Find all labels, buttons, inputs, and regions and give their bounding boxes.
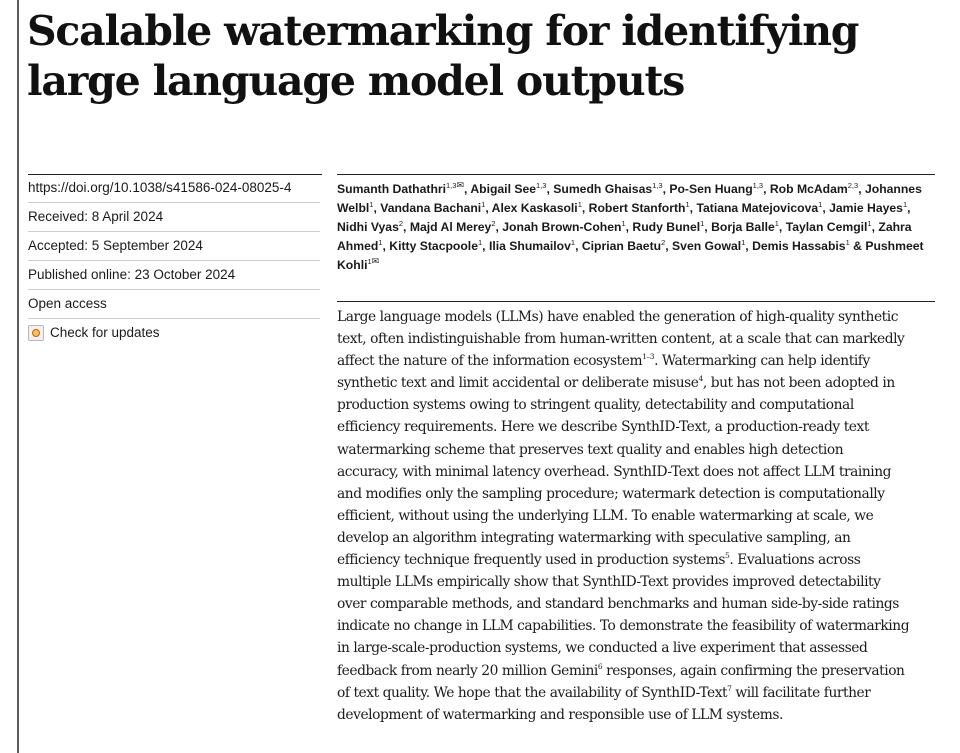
author-affiliation: 1 [700, 219, 705, 228]
abstract-text: , but has not been adopted in [702, 375, 895, 392]
author-affiliation: 1 [577, 200, 582, 209]
author[interactable] [410, 220, 496, 234]
open-access-label: Open access [28, 290, 320, 319]
abstract-line [337, 682, 935, 704]
abstract-text: will facilitate further [731, 684, 871, 701]
author-affiliation: 1 [378, 238, 383, 247]
citation-reference[interactable]: 5 [725, 551, 730, 561]
author-name: Po-Sen Huang [669, 182, 753, 196]
abstract-line [337, 549, 935, 571]
author-name: Majd Al Merey [409, 220, 492, 234]
abstract-line [337, 306, 935, 328]
author-affiliation: 1 [818, 200, 823, 209]
abstract-text: over comparable methods, and standard benchmarks and human side-by-side ratings [337, 596, 899, 613]
author-affiliation: 2 [661, 238, 666, 247]
author-name: Sumedh Ghaisas [553, 182, 653, 196]
check-for-updates-icon [28, 325, 44, 341]
author-separator: , [662, 182, 670, 196]
author-name: Abigail See [470, 182, 537, 196]
author-separator: , [373, 201, 381, 215]
abstract-text: multiple LLMs empirically show that SynthID-Text provides improved detectability [337, 574, 881, 591]
author-separator: , [704, 220, 712, 234]
author-affiliation: 1 [481, 200, 486, 209]
author-affiliation: 1 [867, 219, 872, 228]
citation-reference[interactable]: 6 [597, 661, 603, 671]
article-title: Scalable watermarking for identifying large language model outputs [27, 7, 859, 105]
abstract-text: responses, again confirming the preservation [602, 662, 905, 679]
abstract-text: watermarking scheme that preserves text quality and enables high detection [337, 441, 844, 458]
abstract-line [337, 439, 935, 461]
author-name: Sven Gowal [672, 239, 742, 253]
author-separator: , [581, 201, 589, 215]
author-list [337, 180, 937, 275]
author-separator: , [763, 182, 770, 196]
abstract-text: affect the nature of the information ecosystem [337, 353, 643, 370]
corresponding-author-mail-icon[interactable]: ✉ [371, 256, 380, 266]
author-name: Rob McAdam [769, 182, 848, 196]
abstract-line [337, 704, 935, 726]
accepted-date: Accepted: 5 September 2024 [28, 232, 320, 261]
check-for-updates-label: Check for updates [50, 325, 160, 340]
abstract-text: synthetic text and limit accidental or deliberate misuse [337, 375, 699, 392]
author-name: Kitty Stacpoole [389, 239, 478, 253]
abstract-text: of text quality. We hope that the availability of SynthID-Text [337, 684, 728, 701]
abstract-line [337, 394, 935, 416]
article-metadata [28, 174, 320, 347]
abstract-line [337, 571, 935, 593]
author[interactable] [553, 182, 662, 196]
author-affiliation: 2 [398, 219, 404, 228]
author[interactable] [770, 182, 858, 196]
abstract-line [337, 372, 935, 394]
abstract-line [337, 593, 935, 615]
author-separator: , [907, 201, 911, 215]
author[interactable] [337, 220, 403, 234]
abstract-text: feedback from nearly 20 million Gemini [337, 662, 598, 679]
author-separator: , [822, 201, 830, 215]
author-affiliation: 1 [570, 238, 576, 247]
abstract-line [337, 350, 935, 372]
author[interactable] [380, 201, 485, 215]
author-affiliation: 1 [774, 219, 779, 228]
abstract-line [337, 637, 935, 659]
author[interactable] [389, 239, 482, 253]
author-name: Taylan Cemgil [785, 220, 868, 234]
author-separator: , [778, 220, 786, 234]
author-affiliation: 1,3 [652, 181, 663, 190]
author-affiliation: 1 [902, 200, 908, 209]
abstract-line [337, 660, 935, 682]
author-name: Ilia Shumailov [488, 239, 571, 253]
author-name: Johannes Welbl [337, 182, 922, 215]
author-affiliation: 1 [621, 219, 626, 228]
author-separator: , [871, 220, 879, 234]
author-name: Robert Stanforth [588, 201, 686, 215]
author-name: Borja Balle [711, 220, 775, 234]
author-affiliation: 1 [369, 200, 374, 209]
author[interactable] [696, 201, 822, 215]
abstract-text: indicate no change in LLM capabilities. To demonstrate the feasibility of watermarking [337, 618, 910, 635]
abstract-text: Large language models (LLMs) have enabled the generation of high-quality synthetic [337, 309, 899, 325]
author[interactable] [752, 239, 850, 253]
author[interactable] [711, 220, 779, 234]
author-separator: , [382, 239, 390, 253]
abstract-text: efficiency requirements. Here we describe SynthID-Text, a production-ready text [337, 419, 869, 436]
author[interactable] [672, 239, 745, 253]
abstract-text: and modifies only the sampling procedure; watermark detection is computationally [337, 485, 885, 502]
author-separator: , [689, 201, 697, 215]
author-separator: , [464, 182, 471, 196]
abstract-text: efficient, without using the underlying LLM. To enable watermarking at scale, we [337, 507, 874, 524]
author-affiliation: 1 [741, 238, 746, 247]
abstract-top-rule [337, 301, 935, 302]
abstract-line [337, 461, 935, 483]
author-name: Ciprian Baetu [581, 239, 662, 253]
author[interactable] [489, 239, 575, 253]
author-separator: , [745, 239, 753, 253]
author-affiliation: 1 [685, 200, 690, 209]
author[interactable] [502, 220, 625, 234]
author[interactable] [582, 239, 665, 253]
author-separator: , [403, 220, 410, 234]
author[interactable] [470, 182, 546, 196]
received-date: Received: 8 April 2024 [28, 203, 320, 232]
page-edge-rule [17, 0, 19, 753]
author[interactable] [337, 182, 464, 196]
author-separator: & [849, 239, 866, 253]
abstract-text: . Watermarking can help identify [654, 353, 870, 370]
abstract-line [337, 416, 935, 438]
author-name: Jamie Hayes [829, 201, 903, 215]
abstract [337, 306, 935, 726]
author-separator: , [495, 220, 503, 234]
author-name: Nidhi Vyas [337, 220, 399, 234]
author[interactable] [786, 220, 872, 234]
author-affiliation: 1 [367, 257, 372, 266]
author-name: Zahra Ahmed [337, 220, 912, 253]
author-affiliation: 2 [491, 219, 496, 228]
abstract-text: . Evaluations across [729, 552, 861, 569]
author-name: Tatiana Matejovicova [696, 201, 819, 215]
author-separator: , [546, 182, 554, 196]
author-separator: , [485, 201, 492, 215]
abstract-text: development of watermarking and responsible use of LLM systems. [337, 706, 783, 723]
abstract-text: production systems owing to stringent quality, detectability and computational [337, 397, 854, 414]
author[interactable] [669, 182, 763, 196]
abstract-text: accuracy, with minimal latency overhead. SynthID-Text does not affect LLM training [337, 463, 892, 480]
authors-top-rule [337, 174, 935, 175]
author-name: Vandana Bachani [380, 201, 482, 215]
author-affiliation: 1,3 [536, 181, 547, 190]
author-affiliation: 1,3 [446, 181, 457, 190]
author-separator: , [575, 239, 582, 253]
author-name: Pushmeet Kohli [337, 239, 924, 272]
author-separator: , [482, 239, 489, 253]
corresponding-author-mail-icon[interactable]: ✉ [456, 180, 464, 190]
abstract-line [337, 505, 935, 527]
author-separator: , [665, 239, 673, 253]
citation-reference[interactable]: 1–3 [642, 352, 655, 362]
author[interactable] [829, 201, 907, 215]
author[interactable] [492, 201, 582, 215]
abstract-text: efficiency technique frequently used in production systems [337, 552, 726, 569]
author[interactable] [632, 220, 704, 234]
author-affiliation: 1,3 [752, 181, 764, 190]
author-affiliation: 1 [477, 238, 483, 247]
abstract-line [337, 615, 935, 637]
author-affiliation: 1 [845, 238, 850, 247]
abstract-text: in large-scale-production systems, we conducted a live experiment that assessed [337, 640, 868, 657]
author-separator: , [858, 182, 865, 196]
author[interactable] [589, 201, 690, 215]
doi-link[interactable]: https://doi.org/10.1038/s41586-024-08025-4 [28, 174, 320, 203]
author-name: Rudy Bunel [632, 220, 701, 234]
citation-reference[interactable]: 7 [727, 683, 732, 693]
abstract-line [337, 483, 935, 505]
abstract-line [337, 527, 935, 549]
citation-reference[interactable]: 4 [698, 374, 703, 384]
author-name: Demis Hassabis [752, 239, 846, 253]
author-name: Alex Kaskasoli [491, 201, 578, 215]
published-date: Published online: 23 October 2024 [28, 261, 320, 290]
author-name: Jonah Brown-Cohen [502, 220, 622, 234]
author-affiliation: 2,3 [847, 181, 859, 190]
abstract-text: text, often indistinguishable from human-written content, at a scale that can markedly [337, 331, 905, 348]
abstract-text: develop an algorithm integrating watermarking with speculative sampling, an [337, 529, 851, 546]
author-name: Sumanth Dathathri [337, 182, 447, 196]
author-separator: , [625, 220, 633, 234]
check-for-updates-link[interactable] [28, 319, 320, 347]
abstract-line [337, 328, 935, 350]
